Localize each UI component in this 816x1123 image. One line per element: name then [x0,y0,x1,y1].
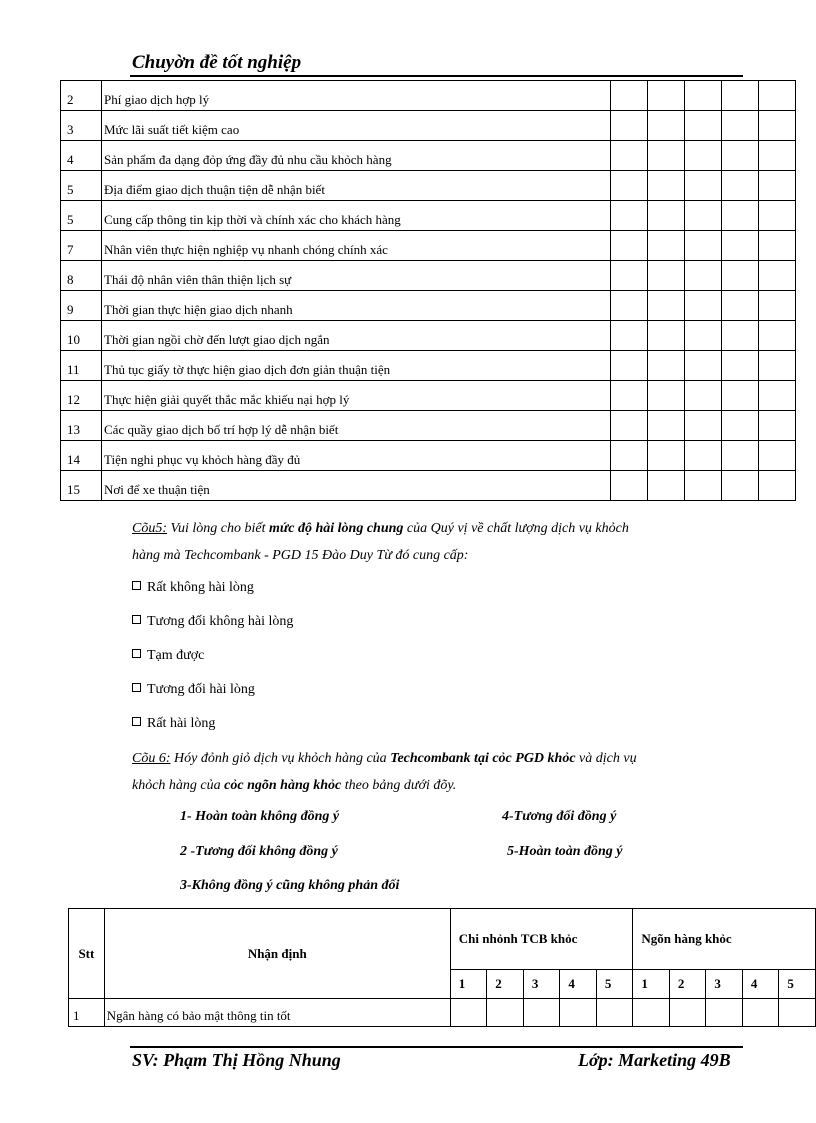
table-row [61,171,796,201]
table-row [61,291,796,321]
row-number: 5 [61,201,102,231]
rating-cell[interactable] [722,111,759,141]
rating-cell[interactable] [685,381,722,411]
table-row [61,141,796,171]
option-4[interactable] [132,682,255,698]
row-number: 13 [61,411,102,441]
column-header-stt: Stt [69,909,105,999]
rating-cell[interactable] [523,999,560,1027]
table-row [61,81,796,111]
legend-item-1: 1- Hoàn toàn không đồng ý [180,809,340,824]
table-row [61,321,796,351]
rating-cell[interactable] [759,441,796,471]
row-number: 15 [61,471,102,501]
row-number: 4 [61,141,102,171]
rating-cell[interactable] [759,411,796,441]
row-number: 10 [61,321,102,351]
question-5-line2: hàng mà Techcombank - PGD 15 Đào Duy Từ đó cung cấp: [132,548,469,563]
rating-cell[interactable] [611,471,648,501]
row-number: 8 [61,261,102,291]
scale-header-cell: 2 [487,970,524,999]
question-5-text: Vui lòng cho biết [167,521,269,536]
rating-cell[interactable] [759,141,796,171]
table-row [61,381,796,411]
row-criterion: Phí giao dịch hợp lý [102,81,611,111]
rating-cell[interactable] [450,999,487,1027]
rating-cell[interactable] [722,321,759,351]
rating-cell[interactable] [759,471,796,501]
table-row [61,231,796,261]
rating-cell[interactable] [487,999,524,1027]
rating-cell[interactable] [759,111,796,141]
rating-cell[interactable] [759,321,796,351]
question-5-label: Cõu5: [132,521,167,536]
scale-header-cell: 1 [450,970,487,999]
rating-cell[interactable] [685,111,722,141]
footer-class: Lớp: Marketing 49B [578,1050,731,1070]
row-criterion: Mức lãi suất tiết kiệm cao [102,111,611,141]
rating-cell[interactable] [706,999,743,1027]
rating-cell[interactable] [722,291,759,321]
rating-cell[interactable] [722,381,759,411]
table-row [61,261,796,291]
rating-cell[interactable] [685,141,722,171]
rating-cell[interactable] [611,381,648,411]
rating-cell[interactable] [759,81,796,111]
table-row [61,111,796,141]
rating-cell[interactable] [611,321,648,351]
question-6-emphasis: Techcombank tại cỏc PGD khỏc [390,751,576,766]
rating-cell[interactable] [759,171,796,201]
question-5 [132,515,629,569]
option-label: Rất hài lòng [147,716,216,731]
rating-cell[interactable] [759,231,796,261]
rating-cell[interactable] [648,111,685,141]
option-label: Tương đối không hài lòng [147,614,294,629]
rating-cell[interactable] [648,291,685,321]
row-criterion: Nơi để xe thuận tiện [102,471,611,501]
row-number: 5 [61,171,102,201]
rating-cell[interactable] [685,351,722,381]
rating-table [68,908,816,1027]
rating-cell[interactable] [560,999,597,1027]
rating-cell[interactable] [611,351,648,381]
row-criterion: Các quầy giao dịch bố trí hợp lý dễ nhận biết [102,411,611,441]
rating-cell[interactable] [685,441,722,471]
rating-cell[interactable] [722,351,759,381]
rating-cell[interactable] [685,321,722,351]
row-criterion: Tiện nghi phục vụ khỏch hàng đầy đủ [102,441,611,471]
rating-cell[interactable] [759,261,796,291]
rating-cell[interactable] [596,999,633,1027]
rating-cell[interactable] [669,999,706,1027]
rating-cell[interactable] [685,471,722,501]
page-header-title: Chuyờn đề tốt nghiệp [132,52,302,73]
scale-header-cell: 3 [523,970,560,999]
rating-cell[interactable] [648,201,685,231]
row-criterion: Sản phẩm đa dạng đỏp ứng đầy đủ nhu cầu khỏch hàng [102,141,611,171]
option-3[interactable] [132,648,204,664]
row-criterion: Thái độ nhân viên thân thiện lịch sự [102,261,611,291]
row-number: 3 [61,111,102,141]
rating-cell[interactable] [648,231,685,261]
row-number: 11 [61,351,102,381]
rating-cell[interactable] [648,471,685,501]
rating-cell[interactable] [611,141,648,171]
rating-cell[interactable] [611,411,648,441]
checkbox-icon[interactable] [132,615,141,624]
rating-cell[interactable] [611,171,648,201]
question-5-text-cont: của Quý vị về chất lượng dịch vụ khỏch [403,521,629,536]
footer-rule [130,1046,743,1048]
row-number: 2 [61,81,102,111]
rating-cell[interactable] [633,999,670,1027]
option-label: Tạm được [147,648,205,663]
table-row [61,351,796,381]
rating-cell[interactable] [759,201,796,231]
rating-cell[interactable] [611,81,648,111]
row-criterion: Thời gian ngồi chờ đến lượt giao dịch ngắn [102,321,611,351]
rating-cell[interactable] [722,441,759,471]
rating-cell[interactable] [759,381,796,411]
question-6-line2: khỏch hàng của [132,778,225,793]
row-number: 12 [61,381,102,411]
rating-cell[interactable] [722,231,759,261]
rating-cell[interactable] [648,81,685,111]
option-label: Rất không hài lòng [147,580,254,595]
rating-cell[interactable] [722,411,759,441]
rating-cell[interactable] [759,291,796,321]
row-number: 14 [61,441,102,471]
checkbox-icon[interactable] [132,717,141,726]
rating-cell[interactable] [648,321,685,351]
row-criterion: Thủ tục giấy tờ thực hiện giao dịch đơn giản thuận tiện [102,351,611,381]
scale-header-cell: 4 [742,970,779,999]
rating-cell[interactable] [685,411,722,441]
option-1[interactable] [132,580,254,596]
rating-cell[interactable] [742,999,779,1027]
table-row [69,999,816,1027]
rating-cell[interactable] [648,141,685,171]
scale-header-cell: 5 [596,970,633,999]
legend-item-4: 4-Tương đối đồng ý [502,809,617,824]
question-5-emphasis: mức độ hài lòng chung [269,521,404,536]
rating-cell[interactable] [685,171,722,201]
rating-cell[interactable] [722,261,759,291]
question-6-text-cont: và dịch vụ [575,751,637,766]
scale-header-cell: 5 [779,970,816,999]
rating-cell[interactable] [685,261,722,291]
legend-item-3: 3-Không đồng ý cũng không phản đối [180,878,400,893]
group-header-tcb-branches: Chi nhỏnh TCB khỏc [450,909,633,970]
question-6-emphasis-2: cỏc ngõn hàng khỏc [224,778,342,793]
rating-cell[interactable] [648,171,685,201]
rating-cell[interactable] [611,261,648,291]
rating-cell[interactable] [722,471,759,501]
row-number: 1 [69,999,105,1027]
row-criterion: Thời gian thực hiện giao dịch nhanh [102,291,611,321]
rating-cell[interactable] [648,261,685,291]
rating-cell[interactable] [611,231,648,261]
option-5[interactable] [132,716,215,732]
scale-header-cell: 3 [706,970,743,999]
table-row [61,441,796,471]
rating-cell[interactable] [611,111,648,141]
row-criterion: Địa điểm giao dịch thuận tiện dễ nhận biết [102,171,611,201]
rating-cell[interactable] [685,201,722,231]
criteria-table-body [61,81,796,501]
option-2[interactable] [132,614,293,630]
table-row [61,411,796,441]
table-row [61,201,796,231]
criteria-table [60,80,796,501]
rating-cell[interactable] [648,381,685,411]
row-number: 7 [61,231,102,261]
row-criterion: Thực hiện giải quyết thắc mắc khiếu nại hợp lý [102,381,611,411]
rating-cell[interactable] [611,201,648,231]
rating-cell[interactable] [722,171,759,201]
column-header-statement: Nhận định [104,909,450,999]
row-statement: Ngân hàng có bảo mật thông tin tốt [104,999,450,1027]
scale-header-cell: 4 [560,970,597,999]
legend-item-2: 2 -Tương đối không đồng ý [180,844,338,859]
rating-cell[interactable] [722,201,759,231]
rating-cell[interactable] [648,351,685,381]
rating-cell[interactable] [648,411,685,441]
row-criterion: Cung cấp thông tin kịp thời và chính xác cho khách hàng [102,201,611,231]
rating-cell[interactable] [722,81,759,111]
checkbox-icon[interactable] [132,683,141,692]
rating-cell[interactable] [685,81,722,111]
legend-item-5: 5-Hoàn toàn đồng ý [507,844,623,859]
rating-cell[interactable] [611,291,648,321]
row-criterion: Nhân viên thực hiện nghiệp vụ nhanh chóng chính xác [102,231,611,261]
question-6 [132,745,637,799]
rating-cell[interactable] [779,999,816,1027]
checkbox-icon[interactable] [132,649,141,658]
rating-cell[interactable] [648,441,685,471]
rating-cell[interactable] [685,231,722,261]
scale-header-cell: 1 [633,970,670,999]
group-header-other-banks: Ngõn hàng khỏc [633,909,816,970]
table-row [61,471,796,501]
header-rule [130,75,743,77]
rating-table-body [69,999,816,1027]
rating-cell[interactable] [685,291,722,321]
scale-header-cell: 2 [669,970,706,999]
option-label: Tương đối hài lòng [147,682,255,697]
question-6-line2-end: theo bảng dưới đõy. [341,778,457,793]
footer-student: SV: Phạm Thị Hồng Nhung [132,1050,341,1070]
rating-cell[interactable] [611,441,648,471]
question-6-label: Cõu 6: [132,751,171,766]
question-6-text: Hóy đỏnh giỏ dịch vụ khỏch hàng của [170,751,391,766]
rating-cell[interactable] [759,351,796,381]
rating-cell[interactable] [722,141,759,171]
checkbox-icon[interactable] [132,581,141,590]
row-number: 9 [61,291,102,321]
